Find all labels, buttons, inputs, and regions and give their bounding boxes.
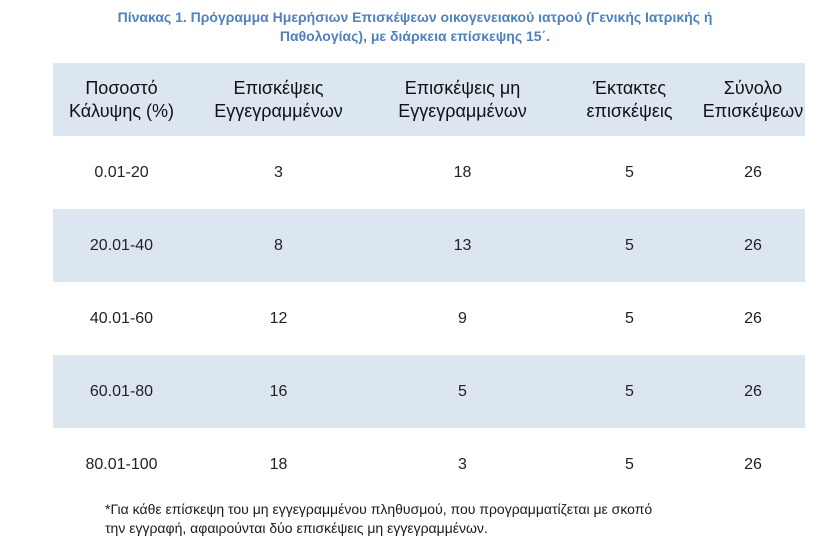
cell-emergency: 5	[558, 355, 701, 428]
header-registered-line-2: Εγγεγραμμένων	[214, 100, 343, 121]
table-row	[53, 282, 805, 355]
cell-total: 26	[701, 209, 805, 282]
header-total-line-2: Επισκέψεων	[702, 100, 804, 121]
visits-table-container	[53, 63, 805, 501]
footnote-line-1: *Για κάθε επίσκεψη του μη εγγεγραμμένου πληθυσμού, που προγραμματίζεται με σκοπό	[105, 501, 653, 517]
table-row	[53, 209, 805, 282]
cell-registered: 12	[269, 309, 288, 327]
cell-coverage: 80.01-100	[85, 455, 158, 473]
header-total-visits	[701, 63, 805, 136]
cell-emergency: 5	[625, 163, 634, 181]
cell-coverage: 20.01-40	[53, 209, 190, 282]
cell-registered: 3	[274, 163, 283, 181]
table-row	[53, 136, 805, 209]
header-unregistered-line-1: Επισκέψεις μη	[404, 77, 521, 98]
visits-table	[53, 63, 805, 501]
header-coverage-line-1: Ποσοστό	[85, 77, 158, 98]
cell-unregistered: 9	[458, 309, 467, 327]
table-footnote	[105, 500, 765, 538]
header-coverage-line-2: Κάλυψης (%)	[68, 100, 175, 121]
header-registered-line-1: Επισκέψεις	[233, 77, 324, 98]
cell-unregistered: 5	[367, 355, 558, 428]
table-caption	[40, 8, 790, 46]
cell-total: 26	[744, 455, 762, 473]
header-coverage	[53, 63, 190, 136]
cell-coverage: 40.01-60	[89, 309, 154, 327]
cell-total: 26	[701, 355, 805, 428]
header-registered-visits	[190, 63, 367, 136]
cell-unregistered: 18	[453, 163, 472, 181]
cell-registered: 8	[190, 209, 367, 282]
cell-coverage: 60.01-80	[53, 355, 190, 428]
footnote-line-2: την εγγραφή, αφαιρούνται δύο επισκέψεις μη εγγεγραμμένων.	[105, 520, 488, 536]
header-unregistered-line-2: Εγγεγραμμένων	[398, 100, 527, 121]
header-emergency-line-2: επισκέψεις	[586, 100, 673, 121]
cell-unregistered: 3	[458, 455, 467, 473]
cell-emergency: 5	[625, 455, 634, 473]
cell-total: 26	[744, 163, 762, 181]
table-header-row	[53, 63, 805, 136]
table-row	[53, 355, 805, 428]
header-emergency-visits	[558, 63, 701, 136]
cell-unregistered: 13	[367, 209, 558, 282]
cell-registered: 18	[269, 455, 288, 473]
caption-line-1: Πίνακας 1. Πρόγραμμα Ημερήσιων Επισκέψεων οικογενειακού ιατρού (Γενικής Ιατρικής ή	[117, 9, 713, 25]
cell-registered: 16	[190, 355, 367, 428]
cell-total: 26	[744, 309, 762, 327]
cell-emergency: 5	[625, 309, 634, 327]
header-total-line-1: Σύνολο	[723, 77, 783, 98]
table-row	[53, 428, 805, 501]
cell-coverage: 0.01-20	[94, 163, 149, 181]
header-unregistered-visits	[367, 63, 558, 136]
cell-emergency: 5	[558, 209, 701, 282]
header-emergency-line-1: Έκτακτες	[592, 77, 667, 98]
caption-line-2: Παθολογίας), με διάρκεια επίσκεψης 15΄.	[279, 28, 551, 44]
